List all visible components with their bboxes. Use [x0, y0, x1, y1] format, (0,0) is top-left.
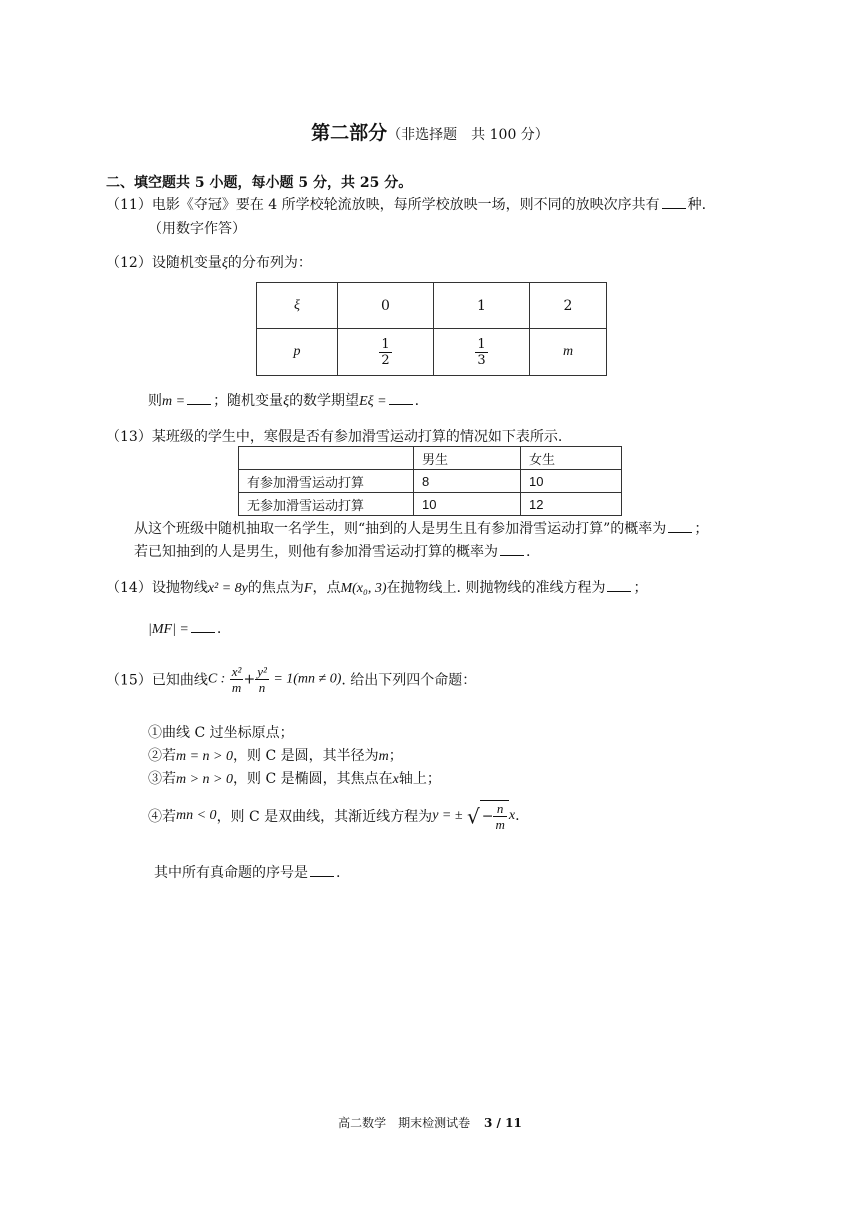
table-cell: 1	[434, 283, 530, 329]
page-footer: 高二数学 期末检测试卷 3 / 11	[338, 1116, 522, 1130]
table-cell: 10	[414, 493, 521, 516]
table-cell: p	[257, 329, 338, 376]
table-cell: 12	[521, 493, 622, 516]
answer-blank[interactable]	[607, 579, 631, 592]
question-11-note: （用数字作答）	[148, 221, 246, 237]
page-number: 3 / 11	[484, 1116, 522, 1130]
distribution-table	[256, 282, 607, 376]
answer-blank[interactable]	[389, 392, 413, 405]
fraction: $\frac{\text{y²}}{n}$	[257, 664, 267, 695]
table-cell: 2	[530, 283, 607, 329]
answer-blank[interactable]	[662, 196, 686, 209]
table-cell: ξ	[257, 283, 338, 329]
answer-blank[interactable]	[500, 543, 524, 556]
answer-blank[interactable]	[668, 520, 692, 533]
table-cell: 有参加滑雪运动打算	[239, 470, 414, 493]
question-14: （14）设抛物线x² = 8y的焦点为F，点M(x₀, 3)在抛物线上. 则抛物线的准线方程为 ；	[106, 580, 648, 596]
table-cell	[338, 329, 434, 376]
table-cell: 男生	[414, 447, 521, 470]
table-cell	[434, 329, 530, 376]
proposition-4: ④若mn < 0，则 C 是双曲线，其渐近线方程为y = ± √ − $\frac{n}{m}$ x.	[148, 801, 520, 832]
question-12-answer: 则m = ；随机变量ξ的数学期望Eξ = .	[148, 393, 420, 409]
question-13-line2: 若已知抽到的人是男生，则他有参加滑雪运动打算的概率为 .	[134, 544, 531, 560]
table-cell: 10	[521, 470, 622, 493]
fraction: $\frac{\text{x²}}{m}$	[231, 664, 242, 695]
question-13: （13）某班级的学生中，寒假是否有参加滑雪运动打算的情况如下表所示.	[106, 429, 563, 445]
table-cell	[239, 447, 414, 470]
proposition-1: ①曲线 C 过坐标原点；	[148, 725, 294, 741]
question-11: （11）电影《夺冠》要在 4 所学校轮流放映，每所学校放映一场，则不同的放映次序共有 种.	[106, 197, 707, 213]
fraction: $\frac{1}{2}$	[381, 336, 390, 368]
table-cell: 无参加滑雪运动打算	[239, 493, 414, 516]
section-heading: 二、填空题共 5 小题，每小题 5 分，共 25 分。	[106, 175, 413, 191]
question-12: （12）设随机变量ξ的分布列为：	[106, 255, 312, 271]
fraction: $\frac{1}{3}$	[477, 336, 486, 368]
table-cell: 女生	[521, 447, 622, 470]
proposition-2: ②若m = n > 0，则 C 是圆，其半径为m；	[148, 748, 403, 764]
square-root: √ − $\frac{n}{m}$	[467, 800, 509, 832]
question-14-mf: |MF| = .	[148, 621, 222, 637]
page-title: 第二部分（非选择题 共 100 分）	[311, 122, 549, 144]
survey-table	[238, 446, 622, 516]
question-15: （15）已知曲线C : $\frac{\text{x²}}{m}$ + $\frac{\text{y²}}{n}$ = 1(mn ≠ 0). 给出下列四个命题：	[106, 664, 477, 695]
table-cell: 8	[414, 470, 521, 493]
answer-blank[interactable]	[310, 864, 334, 877]
question-13-line1: 从这个班级中随机抽取一名学生，则“抽到的人是男生且有参加滑雪运动打算”的概率为 ；	[134, 521, 709, 537]
answer-blank[interactable]	[191, 620, 215, 633]
question-15-final: 其中所有真命题的序号是 .	[154, 865, 341, 881]
answer-blank[interactable]	[187, 392, 211, 405]
table-cell: 0	[338, 283, 434, 329]
fraction: $\frac{n}{m}$	[495, 801, 505, 832]
table-cell: m	[530, 329, 607, 376]
proposition-3: ③若m > n > 0，则 C 是椭圆，其焦点在x轴上；	[148, 771, 441, 787]
